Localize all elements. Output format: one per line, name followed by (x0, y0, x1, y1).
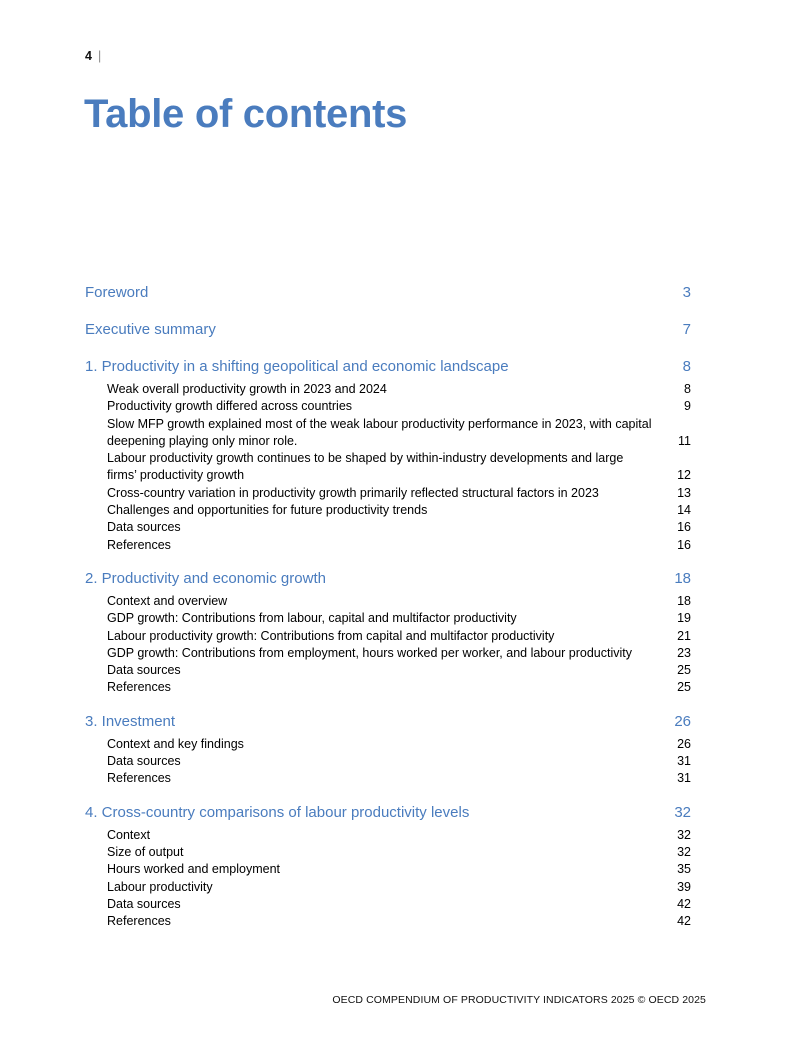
page-footer: OECD COMPENDIUM OF PRODUCTIVITY INDICATORS 2025 © OECD 2025 (332, 994, 706, 1006)
toc-section-4-header[interactable] (85, 803, 691, 823)
toc-section-page: 32 (674, 803, 691, 821)
toc-subentry-page: 21 (677, 628, 691, 643)
toc-subentry-page: 16 (677, 537, 691, 552)
toc-subentry[interactable] (85, 753, 691, 770)
toc-subentry[interactable] (85, 610, 691, 627)
toc-subentry[interactable] (85, 502, 691, 519)
toc-subentry-label: Data sources (107, 896, 181, 911)
toc-section-label: 2. Productivity and economic growth (85, 569, 326, 587)
toc-subentry[interactable] (85, 645, 691, 662)
toc-subentry-page: 16 (677, 520, 691, 535)
toc-section-page: 8 (682, 358, 691, 375)
toc-subentry-label: Data sources (107, 520, 181, 535)
toc-subentry-page: 32 (677, 844, 691, 859)
toc-subentry[interactable] (85, 736, 691, 753)
toc-subentry-page: 42 (677, 914, 691, 929)
toc-subentry-page: 11 (678, 433, 691, 448)
toc-subentry[interactable] (85, 679, 691, 696)
toc-subentry[interactable] (85, 896, 691, 913)
page-title: Table of contents (84, 92, 408, 136)
folio-page-number: 4 (85, 49, 92, 63)
toc-subentry-page: 14 (677, 503, 691, 518)
toc-subentry-label: References (107, 680, 171, 695)
toc-section-label: 4. Cross-country comparisons of labour productivity levels (85, 803, 470, 821)
toc-subentry[interactable] (85, 416, 691, 451)
toc-subentry-page: 19 (677, 611, 691, 626)
toc-subentry-label: Labour productivity (107, 879, 213, 894)
toc-subentry[interactable] (85, 844, 691, 861)
toc-subentry[interactable] (85, 398, 691, 415)
toc-section-3 (85, 712, 691, 788)
toc-section-page: 26 (674, 712, 691, 730)
toc-subentry-label: References (107, 771, 171, 786)
table-of-contents (85, 283, 691, 930)
toc-subentry-label: Weak overall productivity growth in 2023 and 2024 (107, 382, 387, 396)
toc-subentry-label: GDP growth: Contributions from labour, capital and multifactor productivity (107, 611, 517, 626)
toc-subentry-page: 13 (677, 485, 691, 500)
toc-subentry-label: Hours worked and employment (107, 862, 280, 877)
toc-subentry-page: 18 (677, 593, 691, 608)
toc-entry-page: 3 (682, 284, 691, 301)
toc-subentry-label: Labour productivity growth: Contributions from capital and multifactor productivity (107, 628, 555, 643)
toc-subentry-label: References (107, 914, 171, 929)
toc-section-2 (85, 569, 691, 697)
toc-subentry-page: 8 (684, 382, 691, 396)
toc-subentry-page: 39 (677, 879, 691, 894)
toc-subentry[interactable] (85, 662, 691, 679)
toc-section-label: 3. Investment (85, 712, 176, 730)
folio-separator: | (97, 49, 102, 63)
toc-section-page: 18 (674, 569, 691, 587)
toc-subentry-page: 9 (684, 399, 691, 414)
toc-subentry-label: Size of output (107, 844, 184, 859)
toc-subentry[interactable] (85, 770, 691, 787)
toc-subentry[interactable] (85, 593, 691, 610)
toc-subentry[interactable] (85, 519, 691, 536)
toc-subentry[interactable] (85, 537, 691, 554)
toc-subentry-label: Data sources (107, 663, 181, 678)
toc-subentry-label: GDP growth: Contributions from employment, hours worked per worker, and labour productivity (107, 645, 633, 660)
toc-subentry-label: Data sources (107, 754, 181, 769)
toc-subentry-label: References (107, 537, 171, 552)
toc-subentry-page: 35 (677, 862, 691, 877)
toc-subentry-page: 23 (677, 645, 691, 660)
toc-section-1 (85, 357, 691, 554)
toc-subentry-label: Context (107, 827, 151, 842)
toc-subentry[interactable] (85, 879, 691, 896)
toc-subentry-label: Challenges and opportunities for future productivity trends (107, 503, 428, 518)
toc-subentry-label: Cross-country variation in productivity growth primarily reflected structural factors in 2023 (107, 485, 599, 500)
toc-subentry-label: Context and overview (107, 593, 228, 608)
toc-subentry-page: 31 (677, 771, 691, 786)
toc-subentry[interactable] (85, 485, 691, 502)
toc-subentry-page: 42 (677, 896, 691, 911)
toc-subentry-page: 31 (677, 754, 691, 769)
toc-subentry[interactable] (85, 827, 691, 844)
toc-section-4 (85, 803, 691, 931)
toc-subentry-page: 32 (677, 827, 691, 842)
toc-subentry[interactable] (85, 861, 691, 878)
toc-subentry-page: 25 (677, 680, 691, 695)
toc-section-2-header[interactable] (85, 569, 691, 589)
toc-subentry-page: 25 (677, 663, 691, 678)
toc-subentry-label: Context and key findings (107, 736, 244, 751)
toc-section-1-header[interactable] (85, 357, 691, 377)
toc-entry-label: Executive summary (85, 321, 216, 338)
toc-subentry-page: 12 (677, 468, 691, 483)
toc-section-3-header[interactable] (85, 712, 691, 732)
toc-subentry[interactable] (85, 628, 691, 645)
toc-subentry[interactable] (85, 450, 691, 485)
toc-subentry-label: Productivity growth differed across countries (107, 399, 353, 414)
toc-entry-page: 7 (682, 321, 691, 338)
toc-subentry-label: Labour productivity growth continues to be shaped by within-industry developments and large firms’ productivity growth (107, 451, 624, 483)
toc-entry-executive-summary[interactable] (85, 320, 691, 340)
running-header (85, 49, 101, 64)
toc-section-label: 1. Productivity in a shifting geopolitical and economic landscape (85, 358, 509, 375)
toc-subentry[interactable] (85, 381, 691, 398)
toc-entry-label: Foreword (85, 284, 149, 301)
toc-subentry[interactable] (85, 913, 691, 930)
toc-subentry-label: Slow MFP growth explained most of the weak labour productivity performance in 2023, with capital deepening playing only minor role. (107, 416, 652, 448)
toc-entry-foreword[interactable] (85, 283, 691, 303)
toc-subentry-page: 26 (677, 736, 691, 751)
